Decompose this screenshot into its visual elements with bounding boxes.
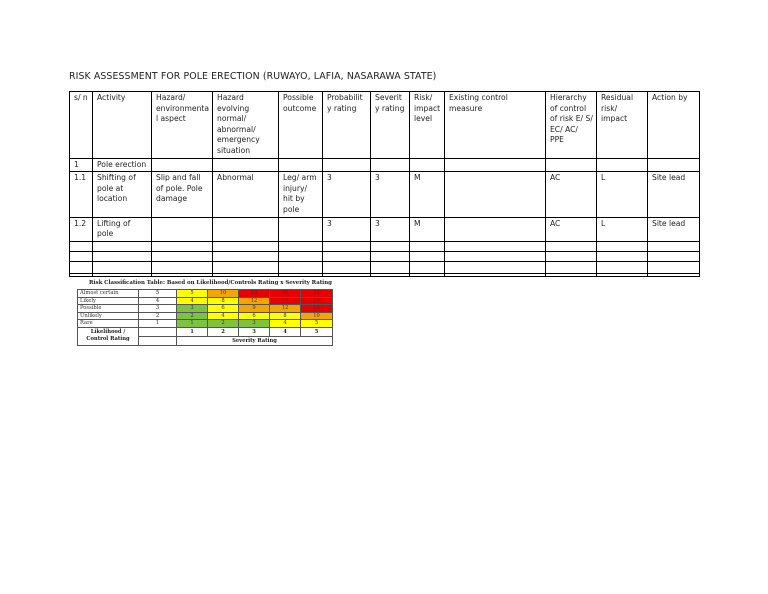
cell-residual-risk: L <box>597 172 648 217</box>
likelihood-label: Unlikely <box>78 312 139 320</box>
empty-cell <box>139 327 177 336</box>
likelihood-rating: 4 <box>139 297 177 305</box>
cell-possible-outcome <box>279 261 323 273</box>
cell-possible-outcome <box>279 217 323 241</box>
cell-risk-level <box>410 241 445 251</box>
cell-action-by <box>648 261 700 273</box>
cell-hierarchy-of-control <box>546 158 597 172</box>
cell-hierarchy-of-control: AC <box>546 172 597 217</box>
header-activity: Activity <box>93 92 152 159</box>
cell-activity <box>93 241 152 251</box>
severity-rating-label: Severity Rating <box>177 336 333 345</box>
header-severity-rating: Severity rating <box>371 92 410 159</box>
cell-probability-rating <box>323 251 371 261</box>
cell-existing-control <box>445 251 546 261</box>
cell-severity-rating: 3 <box>371 217 410 241</box>
severity-value: 5 <box>301 327 333 336</box>
cell-residual-risk <box>597 241 648 251</box>
table-row <box>70 217 700 241</box>
cell-existing-control <box>445 158 546 172</box>
header-hazard: Hazard/ environmental aspect <box>152 92 213 159</box>
cell-existing-control <box>445 261 546 273</box>
cell-hazard-situation <box>213 273 279 276</box>
cell-residual-risk <box>597 158 648 172</box>
cell-hazard-situation <box>213 241 279 251</box>
likelihood-rating: 3 <box>139 305 177 313</box>
header-risk-level: Risk/ impact level <box>410 92 445 159</box>
cell-sn: 1.1 <box>70 172 93 217</box>
severity-value: 2 <box>208 327 239 336</box>
likelihood-rating: 5 <box>139 290 177 298</box>
header-sn: s/ n <box>70 92 93 159</box>
cell-severity-rating <box>371 261 410 273</box>
cell-hazard: Slip and fall of pole. Pole damage <box>152 172 213 217</box>
cell-probability-rating: 3 <box>323 217 371 241</box>
risk-score-cell: 16 <box>270 297 301 305</box>
cell-sn <box>70 261 93 273</box>
risk-score-cell: 2 <box>208 320 239 328</box>
cell-sn <box>70 241 93 251</box>
cell-existing-control <box>445 241 546 251</box>
cell-residual-risk: L <box>597 217 648 241</box>
header-hazard-situation: Hazard evolving normal/ abnormal/ emergency situation <box>213 92 279 159</box>
risk-score-cell: 15 <box>301 305 333 313</box>
cell-action-by <box>648 251 700 261</box>
risk-classification-footer <box>78 327 333 345</box>
cell-hazard <box>152 261 213 273</box>
header-existing-control: Existing control measure <box>445 92 546 159</box>
header-action-by: Action by <box>648 92 700 159</box>
risk-score-cell: 4 <box>270 320 301 328</box>
likelihood-label: Rare <box>78 320 139 328</box>
table-row <box>70 158 700 172</box>
cell-activity: Pole erection <box>93 158 152 172</box>
severity-row <box>78 327 333 336</box>
severity-value: 3 <box>239 327 270 336</box>
table-row <box>70 241 700 251</box>
risk-matrix-row <box>78 305 333 313</box>
cell-activity <box>93 251 152 261</box>
cell-existing-control <box>445 172 546 217</box>
cell-possible-outcome <box>279 251 323 261</box>
cell-risk-level: M <box>410 172 445 217</box>
likelihood-rating: 2 <box>139 312 177 320</box>
cell-hazard <box>152 241 213 251</box>
risk-matrix-row <box>78 297 333 305</box>
cell-existing-control <box>445 273 546 276</box>
cell-hazard <box>152 273 213 276</box>
cell-risk-level: M <box>410 217 445 241</box>
header-residual-risk: Residual risk/ impact <box>597 92 648 159</box>
cell-probability-rating: 3 <box>323 172 371 217</box>
cell-sn <box>70 251 93 261</box>
cell-residual-risk <box>597 273 648 276</box>
cell-risk-level <box>410 251 445 261</box>
severity-value: 4 <box>270 327 301 336</box>
cell-severity-rating <box>371 273 410 276</box>
cell-residual-risk <box>597 261 648 273</box>
cell-hierarchy-of-control <box>546 273 597 276</box>
risk-score-cell: 4 <box>208 312 239 320</box>
cell-action-by: Site lead <box>648 217 700 241</box>
cell-severity-rating <box>371 251 410 261</box>
risk-score-cell: 5 <box>177 290 208 298</box>
cell-hierarchy-of-control <box>546 251 597 261</box>
cell-probability-rating <box>323 273 371 276</box>
likelihood-rating: 1 <box>139 320 177 328</box>
table-row <box>70 172 700 217</box>
cell-residual-risk <box>597 251 648 261</box>
cell-possible-outcome <box>279 158 323 172</box>
cell-probability-rating <box>323 158 371 172</box>
cell-possible-outcome <box>279 273 323 276</box>
cell-probability-rating <box>323 261 371 273</box>
risk-classification-table <box>77 289 333 346</box>
risk-score-cell: 12 <box>239 297 270 305</box>
risk-matrix-row <box>78 290 333 298</box>
risk-score-cell: 4 <box>177 297 208 305</box>
cell-hazard-situation <box>213 217 279 241</box>
document-title: RISK ASSESSMENT FOR POLE ERECTION (RUWAYO, LAFIA, NASARAWA STATE) <box>69 71 437 82</box>
cell-hazard <box>152 217 213 241</box>
risk-table-body <box>70 92 700 277</box>
cell-severity-rating <box>371 158 410 172</box>
cell-hierarchy-of-control <box>546 261 597 273</box>
risk-score-cell: 20 <box>301 297 333 305</box>
cell-activity: Lifting of pole <box>93 217 152 241</box>
table-header-row <box>70 92 700 159</box>
cell-possible-outcome: Leg/ arm injury/ hit by pole <box>279 172 323 217</box>
severity-value: 1 <box>177 327 208 336</box>
risk-assessment-table <box>69 91 700 277</box>
cell-activity <box>93 261 152 273</box>
cell-hazard <box>152 158 213 172</box>
cell-hazard <box>152 251 213 261</box>
risk-score-cell: 20 <box>270 290 301 298</box>
cell-sn: 1.2 <box>70 217 93 241</box>
cell-hierarchy-of-control <box>546 241 597 251</box>
cell-activity <box>93 273 152 276</box>
cell-sn <box>70 273 93 276</box>
risk-score-cell: 15 <box>239 290 270 298</box>
risk-score-cell: 10 <box>208 290 239 298</box>
risk-score-cell: 8 <box>270 312 301 320</box>
likelihood-label: Almost certain <box>78 290 139 298</box>
risk-score-cell: 2 <box>177 312 208 320</box>
cell-hazard-situation <box>213 158 279 172</box>
risk-classification-title: Risk Classification Table: Based on Likelihood/Controls Rating x Severity Rating <box>89 280 332 286</box>
risk-score-cell: 25 <box>301 290 333 298</box>
risk-score-cell: 1 <box>177 320 208 328</box>
cell-action-by <box>648 273 700 276</box>
cell-hierarchy-of-control: AC <box>546 217 597 241</box>
cell-hazard-situation: Abnormal <box>213 172 279 217</box>
cell-risk-level <box>410 273 445 276</box>
risk-score-cell: 9 <box>239 305 270 313</box>
cell-existing-control <box>445 217 546 241</box>
cell-action-by <box>648 158 700 172</box>
cell-hazard-situation <box>213 251 279 261</box>
likelihood-control-label: Likelihood / Control Rating <box>78 327 139 345</box>
header-hierarchy-of-control: Hierarchy of control of risk E/ S/ EC/ AC/ PPE <box>546 92 597 159</box>
risk-score-cell: 8 <box>208 297 239 305</box>
table-row <box>70 261 700 273</box>
risk-score-cell: 5 <box>301 320 333 328</box>
cell-severity-rating: 3 <box>371 172 410 217</box>
risk-matrix-row <box>78 320 333 328</box>
likelihood-label: Likely <box>78 297 139 305</box>
cell-action-by <box>648 241 700 251</box>
header-possible-outcome: Possible outcome <box>279 92 323 159</box>
cell-action-by: Site lead <box>648 172 700 217</box>
cell-hazard-situation <box>213 261 279 273</box>
cell-possible-outcome <box>279 241 323 251</box>
table-row <box>70 251 700 261</box>
risk-score-cell: 12 <box>270 305 301 313</box>
cell-risk-level <box>410 158 445 172</box>
header-probability-rating: Probability rating <box>323 92 371 159</box>
likelihood-label: Possible <box>78 305 139 313</box>
cell-risk-level <box>410 261 445 273</box>
risk-classification-body <box>78 290 333 328</box>
risk-score-cell: 6 <box>239 312 270 320</box>
cell-severity-rating <box>371 241 410 251</box>
table-row <box>70 273 700 276</box>
risk-matrix-row <box>78 312 333 320</box>
cell-probability-rating <box>323 241 371 251</box>
cell-activity: Shifting of pole at location <box>93 172 152 217</box>
risk-score-cell: 10 <box>301 312 333 320</box>
cell-sn: 1 <box>70 158 93 172</box>
risk-score-cell: 3 <box>177 305 208 313</box>
risk-score-cell: 6 <box>208 305 239 313</box>
empty-cell <box>139 336 177 345</box>
risk-score-cell: 3 <box>239 320 270 328</box>
